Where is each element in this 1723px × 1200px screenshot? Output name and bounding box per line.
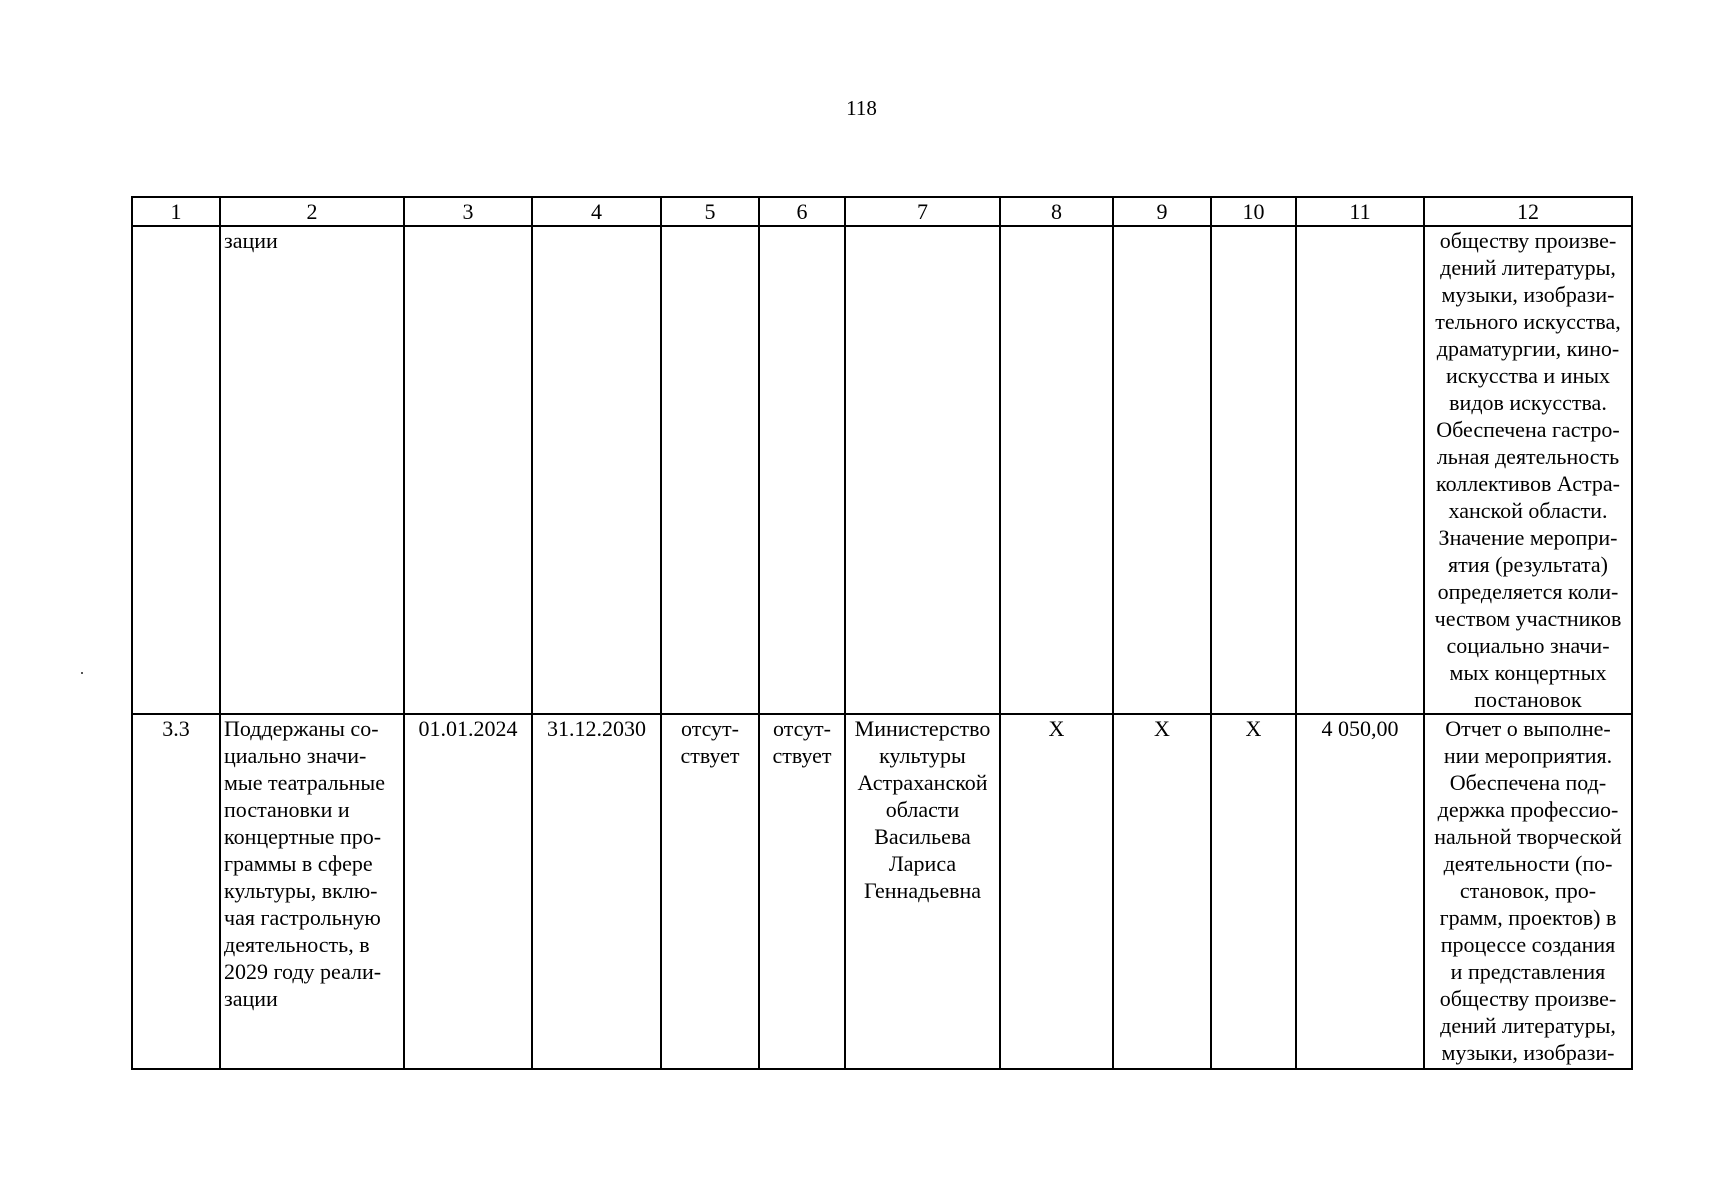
cell-start-date	[404, 226, 532, 714]
measures-table	[131, 196, 1633, 1070]
cell-end-date	[532, 226, 661, 714]
cell-result-name: Поддержаны со- циально значи- мые театральные постановки и концертные про- граммы в сфере культуры, вклю- чая гастрольную деятельность, в 2029 году реали- зации	[220, 714, 404, 1069]
cell-col10: X	[1211, 714, 1296, 1069]
header-row	[132, 197, 1632, 226]
cell-col8: X	[1000, 714, 1113, 1069]
cell-amount	[1296, 226, 1424, 714]
column-header: 3	[404, 197, 532, 226]
cell-col9: X	[1113, 714, 1211, 1069]
column-header: 1	[132, 197, 220, 226]
cell-responsible: Министерство культуры Астраханской области Васильева Лариса Геннадьевна	[845, 714, 1000, 1069]
cell-description: обществу произве- дений литературы, музыки, изобрази- тельного искусства, драматургии, кино- искусства и иных видов искусства. Обеспечена гастро- льная деятельность коллективов Астра- ханской области. Значение меропри- ятия (результата) определяется коли- чеством участников социально значи- мых концертных постановок	[1424, 226, 1632, 714]
cell-col5: отсут- ствует	[661, 714, 759, 1069]
column-header: 8	[1000, 197, 1113, 226]
cell-amount: 4 050,00	[1296, 714, 1424, 1069]
cell-start-date: 01.01.2024	[404, 714, 532, 1069]
cell-description: Отчет о выполне- нии мероприятия. Обеспечена под- держка профессио- нальной творческой деятельности (по- становок, про- грамм, проектов) в процессе создания и представления обществу произве- дений литературы, музыки, изобрази-	[1424, 714, 1632, 1069]
column-header: 4	[532, 197, 661, 226]
column-header: 9	[1113, 197, 1211, 226]
cell-number	[132, 226, 220, 714]
cell-col6	[759, 226, 845, 714]
cell-number: 3.3	[132, 714, 220, 1069]
cell-col6: отсут- ствует	[759, 714, 845, 1069]
scan-speck	[81, 672, 83, 674]
cell-col8	[1000, 226, 1113, 714]
cell-col9	[1113, 226, 1211, 714]
column-header: 10	[1211, 197, 1296, 226]
cell-result-name: зации	[220, 226, 404, 714]
cell-end-date: 31.12.2030	[532, 714, 661, 1069]
column-header: 7	[845, 197, 1000, 226]
cell-responsible	[845, 226, 1000, 714]
table-row	[132, 226, 1632, 714]
table-row	[132, 714, 1632, 1069]
column-header: 5	[661, 197, 759, 226]
cell-col10	[1211, 226, 1296, 714]
column-header: 6	[759, 197, 845, 226]
column-header: 11	[1296, 197, 1424, 226]
cell-col5	[661, 226, 759, 714]
column-header: 12	[1424, 197, 1632, 226]
page-number: 118	[846, 96, 877, 120]
column-header: 2	[220, 197, 404, 226]
